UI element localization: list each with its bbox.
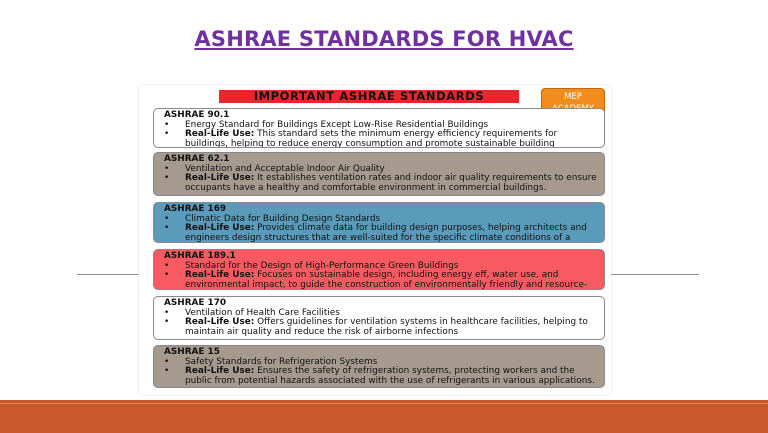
bullet: • — [164, 119, 170, 130]
real-life-label: Real-Life Use: — [185, 223, 255, 234]
standard-use: Offers guidelines for ventilation systems in healthcare facilities, helping to maintain air quality and reduce the risk of airborne infections — [185, 317, 588, 337]
standard-use: Focuses on sustainable design, including energy eff, water use, and environmental impact, to guide the construction of environmentally friendly and resource- — [185, 270, 588, 290]
standard-title: Standard for the Design of High-Performance Green Buildings — [185, 260, 459, 271]
bullet: • — [164, 260, 170, 271]
standard-code: ASHRAE 62.1 — [164, 154, 230, 164]
standards-infographic — [139, 85, 611, 395]
bullet: • — [164, 223, 170, 234]
bullet: • — [164, 356, 170, 367]
bullet: • — [164, 366, 170, 377]
standard-title: Ventilation and Acceptable Indoor Air Quality — [185, 163, 385, 174]
standard-code: ASHRAE 189.1 — [164, 251, 236, 261]
standard-title: Energy Standard for Buildings Except Low-Rise Residential Buildings — [185, 119, 489, 130]
bullet: • — [164, 163, 170, 174]
bullet: • — [164, 317, 170, 328]
badge-line-1: MEP — [564, 92, 582, 102]
standard-card-62-1 — [153, 152, 605, 196]
standard-code: ASHRAE 169 — [164, 204, 227, 214]
standard-use: Ensures the safety of refrigeration systems, protecting workers and the public from potential hazards associated with the use of refrigerants in various applications. — [185, 366, 595, 386]
bullet: • — [164, 307, 170, 318]
standard-use: Provides climate data for building design purposes, helping architects and engineers design structures that are well-suited for the specific climate conditions of a — [185, 223, 587, 243]
real-life-label: Real-Life Use: — [185, 317, 255, 328]
real-life-label: Real-Life Use: — [185, 129, 255, 140]
divider-right — [611, 274, 699, 275]
real-life-label: Real-Life Use: — [185, 173, 255, 184]
real-life-label: Real-Life Use: — [185, 270, 255, 281]
standard-use: It establishes ventilation rates and indoor air quality requirements to ensure occupants have a healthy and comfortable environment in commercial buildings. — [185, 173, 597, 193]
divider-left — [77, 274, 139, 275]
standard-card-189-1 — [153, 249, 605, 290]
standard-card-169 — [153, 202, 605, 243]
infographic-header: IMPORTANT ASHRAE STANDARDS — [219, 90, 519, 103]
standard-card-90-1 — [153, 108, 605, 148]
bullet: • — [164, 173, 170, 184]
standard-code: ASHRAE 170 — [164, 298, 227, 308]
standard-title: Climatic Data for Building Design Standards — [185, 213, 381, 224]
bullet: • — [164, 270, 170, 281]
standard-code: ASHRAE 90.1 — [164, 110, 230, 120]
standard-title: Ventilation of Health Care Facilities — [185, 307, 340, 318]
standard-card-170 — [153, 296, 605, 340]
standard-code: ASHRAE 15 — [164, 347, 220, 357]
bullet: • — [164, 129, 170, 140]
standard-use: This standard sets the minimum energy efficiency requirements for buildings, helping to reduce energy consumption and promote sustainable building — [185, 129, 558, 148]
footer-stripe — [0, 403, 768, 404]
bullet: • — [164, 213, 170, 224]
standard-card-15 — [153, 345, 605, 388]
standard-title: Safety Standards for Refrigeration Systems — [185, 356, 378, 367]
slide-title: ASHRAE STANDARDS FOR HVAC — [194, 27, 574, 51]
footer-bar — [0, 400, 768, 433]
real-life-label: Real-Life Use: — [185, 366, 255, 377]
